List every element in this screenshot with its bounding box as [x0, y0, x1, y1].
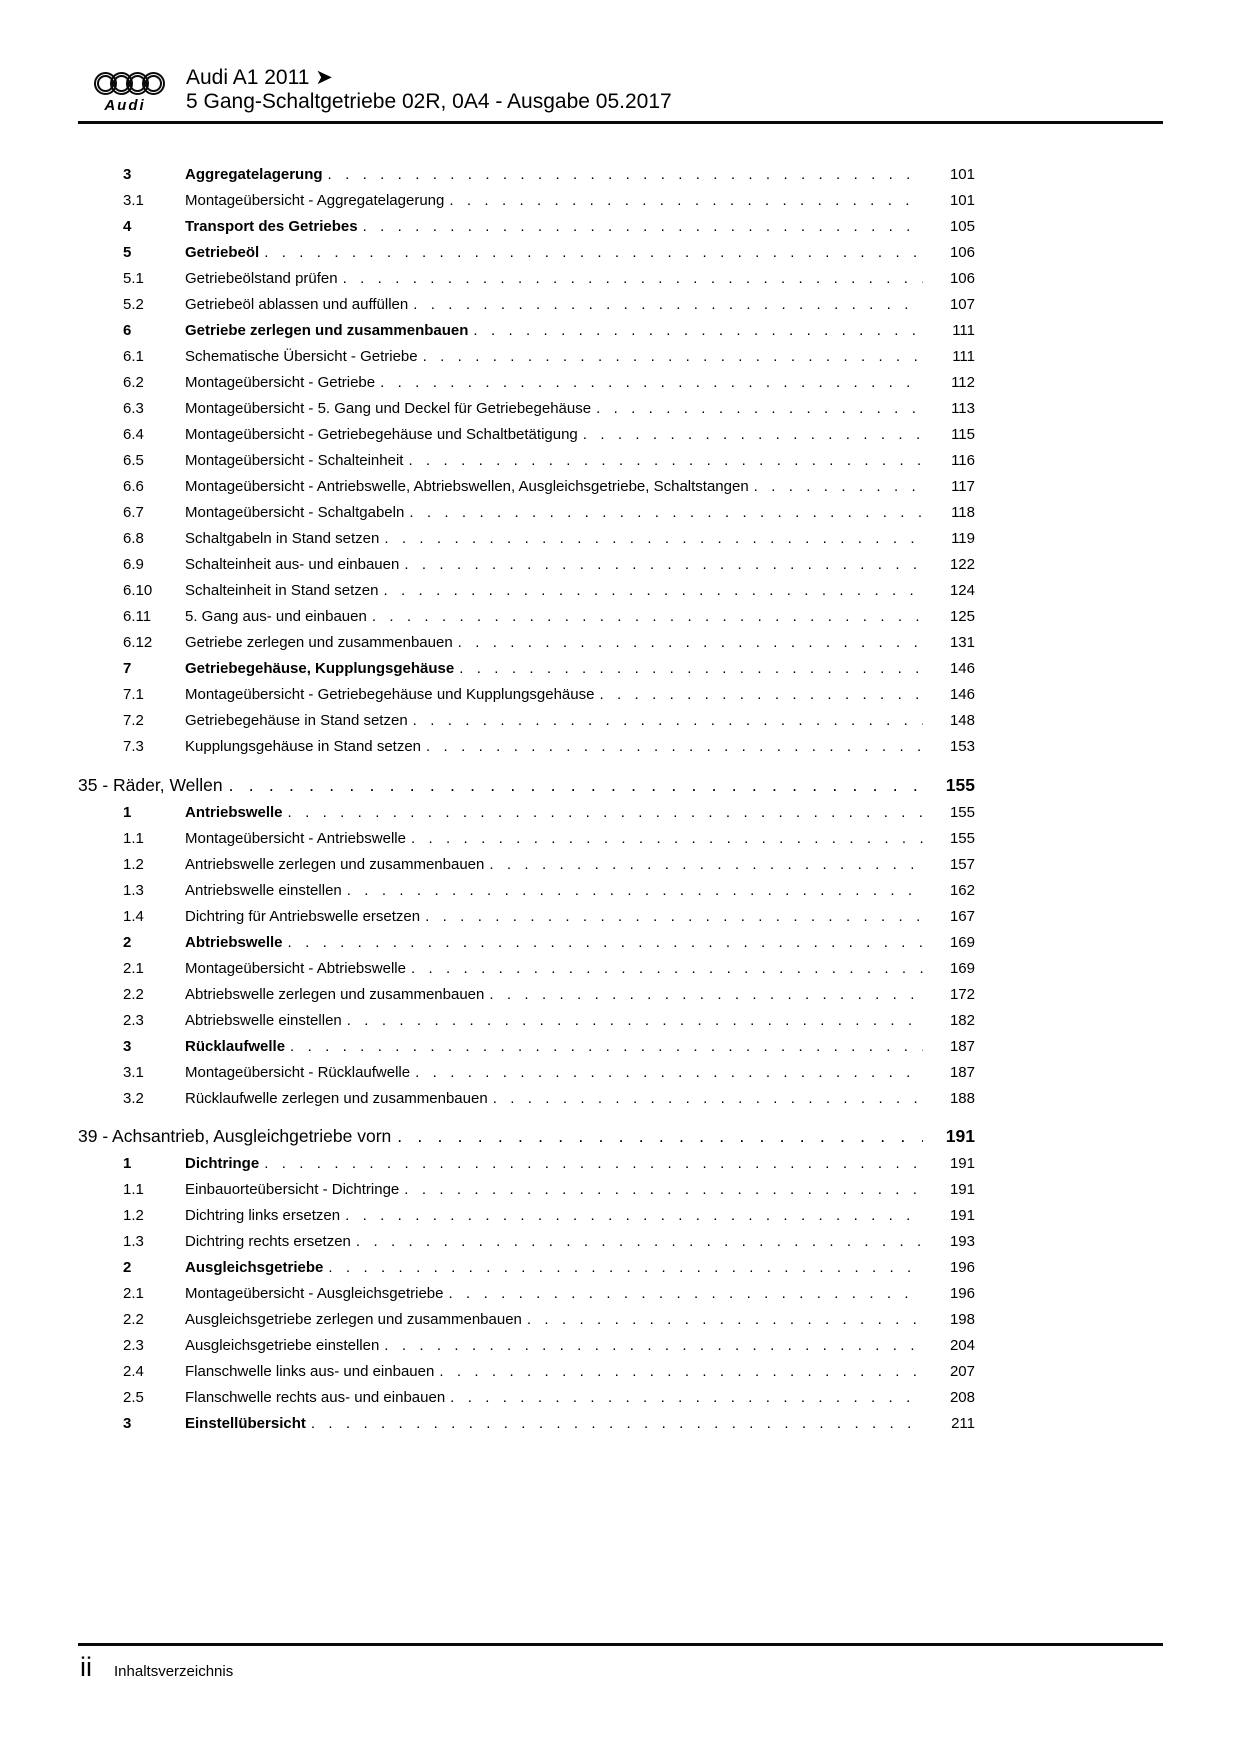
entry-page: 193 — [949, 1233, 975, 1250]
entry-title: Montageübersicht - Schalteinheit — [185, 452, 404, 469]
entry-page: 169 — [949, 933, 975, 951]
dot-leader — [380, 373, 923, 393]
dot-leader — [229, 774, 923, 796]
entry-title: Einstellübersicht — [185, 1415, 306, 1432]
dot-leader — [413, 711, 923, 731]
toc-entry-row — [78, 1284, 975, 1304]
toc-entry-row — [78, 191, 975, 211]
entry-title: Rücklaufwelle — [185, 1037, 286, 1055]
entry-number: 5 — [123, 244, 132, 261]
entry-title: Ausgleichsgetriebe — [185, 1259, 324, 1276]
entry-title: Montageübersicht - Getriebegehäuse und Kupplungsgehäuse — [185, 686, 595, 703]
dot-leader — [404, 555, 923, 575]
toc-entry-row — [78, 829, 975, 849]
entry-title: Rücklaufwelle zerlegen und zusammenbauen — [185, 1089, 488, 1107]
dot-leader — [290, 1037, 923, 1057]
entry-number: 7.1 — [123, 686, 144, 703]
entry-number: 3 — [123, 1037, 132, 1055]
entry-page: 131 — [949, 634, 975, 651]
entry-number: 3.1 — [123, 192, 144, 209]
entry-number: 5.1 — [123, 270, 144, 287]
entry-title: Transport des Getriebes — [185, 218, 358, 235]
entry-title: Dichtring rechts ersetzen — [185, 1233, 351, 1250]
entry-page: 204 — [949, 1337, 975, 1354]
header-document-line: 5 Gang-Schaltgetriebe 02R, 0A4 - Ausgabe 05.2017 — [186, 90, 672, 113]
chapter-page: 155 — [945, 774, 975, 795]
entry-title: Einbauorteübersicht - Dichtringe — [185, 1181, 400, 1198]
entry-page: 125 — [949, 608, 975, 625]
entry-number: 6.8 — [123, 530, 144, 547]
entry-title: Kupplungsgehäuse in Stand setzen — [185, 738, 422, 755]
toc-entry-row — [78, 933, 975, 953]
entry-page: 207 — [949, 1363, 975, 1380]
dot-leader — [288, 803, 923, 823]
dot-leader — [264, 1154, 923, 1174]
toc-entry-row — [78, 985, 975, 1005]
entry-page: 124 — [949, 582, 975, 599]
entry-page: 113 — [951, 400, 975, 417]
toc-entry-row — [78, 555, 975, 575]
entry-number: 1.2 — [123, 1207, 144, 1224]
entry-page: 188 — [949, 1089, 975, 1107]
entry-page: 106 — [949, 244, 975, 261]
entry-number: 1.3 — [123, 1233, 144, 1250]
dot-leader — [473, 321, 923, 341]
chapter-title: 39 - Achsantrieb, Ausgleichgetriebe vorn — [78, 1126, 392, 1146]
entry-title: Montageübersicht - Abtriebswelle — [185, 959, 406, 977]
entry-number: 3 — [123, 166, 132, 183]
audi-rings-icon — [94, 72, 173, 96]
entry-title: Flanschwelle rechts aus- und einbauen — [185, 1389, 446, 1406]
entry-page: 146 — [949, 686, 975, 703]
entry-page: 167 — [949, 907, 975, 925]
entry-page: 111 — [952, 322, 975, 339]
dot-leader — [596, 399, 923, 419]
toc-entry-row — [78, 1011, 975, 1031]
entry-number: 7.3 — [123, 738, 144, 755]
entry-number: 1 — [123, 803, 132, 821]
entry-title: Abtriebswelle einstellen — [185, 1011, 342, 1029]
dot-leader — [599, 685, 923, 705]
entry-number: 2.1 — [123, 1285, 144, 1302]
chapter-title: 35 - Räder, Wellen — [78, 774, 223, 795]
toc-entry-row — [78, 295, 975, 315]
dot-leader — [439, 1362, 923, 1382]
toc-entry-row — [78, 1388, 975, 1408]
entry-title: Schematische Übersicht - Getriebe — [185, 348, 418, 365]
toc-entry-row — [78, 633, 975, 653]
entry-page: 169 — [949, 959, 975, 977]
toc-entry-row — [78, 659, 975, 679]
audi-wordmark: Audi — [104, 97, 146, 114]
entry-number: 6.2 — [123, 374, 144, 391]
footer-page-number: ii — [80, 1652, 92, 1682]
toc-entry-row — [78, 1180, 975, 1200]
entry-page: 115 — [951, 426, 975, 443]
toc-entry-row — [78, 1206, 975, 1226]
toc-entry-row — [78, 1310, 975, 1330]
entry-title: Antriebswelle einstellen — [185, 881, 342, 899]
entry-number: 2 — [123, 933, 132, 951]
entry-number: 1.1 — [123, 1181, 144, 1198]
entry-number: 2.3 — [123, 1011, 144, 1029]
entry-number: 1 — [123, 1155, 132, 1172]
entry-title: Abtriebswelle — [185, 933, 283, 951]
entry-number: 1.3 — [123, 881, 144, 899]
toc-entry-row — [78, 1037, 975, 1057]
entry-number: 3 — [123, 1415, 132, 1432]
entry-title: Montageübersicht - Antriebswelle — [185, 829, 406, 847]
toc-entry-row — [78, 803, 975, 823]
entry-number: 6.12 — [123, 634, 153, 651]
entry-title: Schalteinheit aus- und einbauen — [185, 556, 400, 573]
dot-leader — [413, 295, 923, 315]
toc-entry-row — [78, 881, 975, 901]
entry-page: 111 — [952, 348, 975, 365]
entry-page: 191 — [949, 1181, 975, 1198]
entry-title: Getriebeöl — [185, 244, 260, 261]
entry-page: 191 — [949, 1155, 975, 1172]
entry-page: 155 — [949, 829, 975, 847]
toc-entry-row — [78, 399, 975, 419]
dot-leader — [383, 581, 923, 601]
toc-entry-row — [78, 477, 975, 497]
toc-entry-row — [78, 451, 975, 471]
entry-page: 162 — [949, 881, 975, 899]
entry-page: 118 — [951, 504, 975, 521]
entry-page: 155 — [949, 803, 975, 821]
entry-title: Montageübersicht - Ausgleichsgetriebe — [185, 1285, 444, 1302]
dot-leader — [384, 1336, 923, 1356]
dot-leader — [356, 1232, 923, 1252]
footer-label: Inhaltsverzeichnis — [114, 1663, 234, 1680]
toc-entry-row — [78, 959, 975, 979]
dot-leader — [411, 829, 923, 849]
entry-page: 157 — [949, 855, 975, 873]
entry-number: 4 — [123, 218, 132, 235]
entry-title: Antriebswelle zerlegen und zusammenbauen — [185, 855, 485, 873]
dot-leader — [372, 607, 923, 627]
entry-number: 7 — [123, 660, 132, 677]
entry-title: Aggregatelagerung — [185, 166, 323, 183]
toc-entry-row — [78, 165, 975, 185]
entry-page: 208 — [949, 1389, 975, 1406]
toc-entry-row — [78, 1063, 975, 1083]
entry-page: 117 — [951, 478, 975, 495]
dot-leader — [328, 1258, 923, 1278]
entry-number: 7.2 — [123, 712, 144, 729]
entry-number: 3.1 — [123, 1063, 144, 1081]
entry-title: Montageübersicht - Getriebe — [185, 374, 376, 391]
page-footer — [80, 1652, 233, 1682]
entry-number: 6.1 — [123, 348, 144, 365]
entry-title: Schaltgabeln in Stand setzen — [185, 530, 380, 547]
entry-page: 122 — [949, 556, 975, 573]
entry-page: 106 — [949, 270, 975, 287]
toc-entry-row — [78, 529, 975, 549]
dot-leader — [347, 881, 923, 901]
dot-leader — [493, 1089, 923, 1109]
toc-entry-row — [78, 607, 975, 627]
dot-leader — [411, 959, 923, 979]
entry-title: Schalteinheit in Stand setzen — [185, 582, 379, 599]
dot-leader — [458, 633, 923, 653]
entry-page: 116 — [951, 452, 975, 469]
entry-number: 6.4 — [123, 426, 144, 443]
dot-leader — [384, 529, 923, 549]
toc-entry-row — [78, 711, 975, 731]
header-rule — [78, 121, 1163, 124]
entry-number: 1.4 — [123, 907, 144, 925]
toc-entry-row — [78, 1154, 975, 1174]
toc-entry-row — [78, 1362, 975, 1382]
dot-leader — [754, 477, 923, 497]
entry-number: 6.3 — [123, 400, 144, 417]
footer-rule — [78, 1643, 1163, 1646]
entry-page: 196 — [949, 1285, 975, 1302]
entry-page: 101 — [949, 166, 975, 183]
entry-title: Ausgleichsgetriebe zerlegen und zusammenbauen — [185, 1311, 522, 1328]
entry-title: Montageübersicht - Rücklaufwelle — [185, 1063, 411, 1081]
entry-page: 182 — [949, 1011, 975, 1029]
entry-title: Flanschwelle links aus- und einbauen — [185, 1363, 435, 1380]
dot-leader — [583, 425, 923, 445]
toc-entry-row — [78, 503, 975, 523]
entry-page: 187 — [949, 1037, 975, 1055]
entry-title: Montageübersicht - Antriebswelle, Abtriebswellen, Ausgleichsgetriebe, Schaltstangen — [185, 478, 749, 495]
entry-number: 6.6 — [123, 478, 144, 495]
entry-page: 107 — [949, 296, 975, 313]
dot-leader — [449, 1284, 924, 1304]
entry-title: Getriebegehäuse, Kupplungsgehäuse — [185, 660, 455, 677]
entry-title: Antriebswelle — [185, 803, 283, 821]
audi-logo — [94, 72, 173, 114]
audi-ring-icon — [142, 72, 165, 95]
toc-entry-row — [78, 1336, 975, 1356]
entry-page: 187 — [949, 1063, 975, 1081]
dot-leader — [328, 165, 923, 185]
dot-leader — [450, 1388, 923, 1408]
entry-title: Getriebeöl ablassen und auffüllen — [185, 296, 409, 313]
toc-entry-row — [78, 1414, 975, 1434]
entry-page: 198 — [949, 1311, 975, 1328]
entry-page: 119 — [951, 530, 975, 547]
entry-number: 1.1 — [123, 829, 144, 847]
dot-leader — [363, 217, 923, 237]
dot-leader — [345, 1206, 923, 1226]
toc-entry-row — [78, 347, 975, 367]
toc-entry-row — [78, 243, 975, 263]
entry-number: 1.2 — [123, 855, 144, 873]
entry-title: 5. Gang aus- und einbauen — [185, 608, 367, 625]
toc-entry-row — [78, 581, 975, 601]
toc-entry-row — [78, 907, 975, 927]
dot-leader — [449, 191, 923, 211]
entry-number: 2.2 — [123, 985, 144, 1003]
entry-page: 112 — [951, 374, 975, 391]
entry-page: 211 — [951, 1415, 975, 1432]
toc-entry-row — [78, 321, 975, 341]
entry-number: 2.3 — [123, 1337, 144, 1354]
dot-leader — [404, 1180, 923, 1200]
toc-entry-row — [78, 1089, 975, 1109]
entry-number: 2 — [123, 1259, 132, 1276]
entry-title: Ausgleichsgetriebe einstellen — [185, 1337, 380, 1354]
page-header — [78, 66, 1163, 114]
dot-leader — [527, 1310, 923, 1330]
dot-leader — [425, 907, 923, 927]
header-model-line: Audi A1 2011 ➤ — [186, 66, 333, 89]
dot-leader — [397, 1125, 923, 1147]
entry-number: 6.9 — [123, 556, 144, 573]
entry-number: 3.2 — [123, 1089, 144, 1107]
dot-leader — [426, 737, 923, 757]
entry-title: Montageübersicht - Schaltgabeln — [185, 504, 405, 521]
entry-title: Montageübersicht - Getriebegehäuse und Schaltbetätigung — [185, 426, 578, 443]
dot-leader — [415, 1063, 923, 1083]
entry-number: 2.5 — [123, 1389, 144, 1406]
entry-title: Dichtringe — [185, 1155, 260, 1172]
dot-leader — [264, 243, 923, 263]
entry-page: 146 — [949, 660, 975, 677]
entry-page: 172 — [949, 985, 975, 1003]
entry-title: Dichtring für Antriebswelle ersetzen — [185, 907, 421, 925]
entry-page: 191 — [949, 1207, 975, 1224]
toc-entry-row — [78, 269, 975, 289]
entry-number: 5.2 — [123, 296, 144, 313]
entry-page: 148 — [949, 712, 975, 729]
entry-number: 2.2 — [123, 1311, 144, 1328]
toc-entry-row — [78, 855, 975, 875]
entry-page: 153 — [949, 738, 975, 755]
dot-leader — [409, 503, 923, 523]
entry-title: Dichtring links ersetzen — [185, 1207, 341, 1224]
entry-title: Montageübersicht - Aggregatelagerung — [185, 192, 445, 209]
dot-leader — [347, 1011, 923, 1031]
entry-number: 6 — [123, 322, 132, 339]
entry-number: 6.11 — [123, 608, 152, 625]
entry-number: 6.7 — [123, 504, 144, 521]
entry-number: 6.10 — [123, 582, 153, 599]
toc-entry-row — [78, 685, 975, 705]
toc-entry-row — [78, 1232, 975, 1252]
toc-entry-row — [78, 373, 975, 393]
toc-chapter-row — [78, 774, 975, 796]
toc-entry-row — [78, 217, 975, 237]
entry-title: Montageübersicht - 5. Gang und Deckel für Getriebegehäuse — [185, 400, 592, 417]
entry-number: 6.5 — [123, 452, 144, 469]
toc — [78, 160, 975, 1440]
toc-entry-row — [78, 425, 975, 445]
dot-leader — [489, 855, 923, 875]
entry-title: Abtriebswelle zerlegen und zusammenbauen — [185, 985, 485, 1003]
dot-leader — [423, 347, 923, 367]
toc-entry-row — [78, 1258, 975, 1278]
dot-leader — [288, 933, 923, 953]
dot-leader — [408, 451, 923, 471]
dot-leader — [459, 659, 923, 679]
entry-title: Getriebe zerlegen und zusammenbauen — [185, 322, 469, 339]
dot-leader — [489, 985, 923, 1005]
entry-page: 196 — [949, 1259, 975, 1276]
entry-page: 105 — [949, 218, 975, 235]
entry-title: Getriebegehäuse in Stand setzen — [185, 712, 408, 729]
entry-number: 2.4 — [123, 1363, 144, 1380]
toc-entry-row — [78, 737, 975, 757]
entry-title: Getriebeölstand prüfen — [185, 270, 338, 287]
dot-leader — [343, 269, 923, 289]
header-titles — [186, 66, 672, 114]
chapter-page: 191 — [945, 1126, 975, 1146]
dot-leader — [311, 1414, 923, 1434]
toc-chapter-row — [78, 1125, 975, 1147]
entry-number: 2.1 — [123, 959, 144, 977]
entry-title: Getriebe zerlegen und zusammenbauen — [185, 634, 453, 651]
entry-page: 101 — [949, 192, 975, 209]
